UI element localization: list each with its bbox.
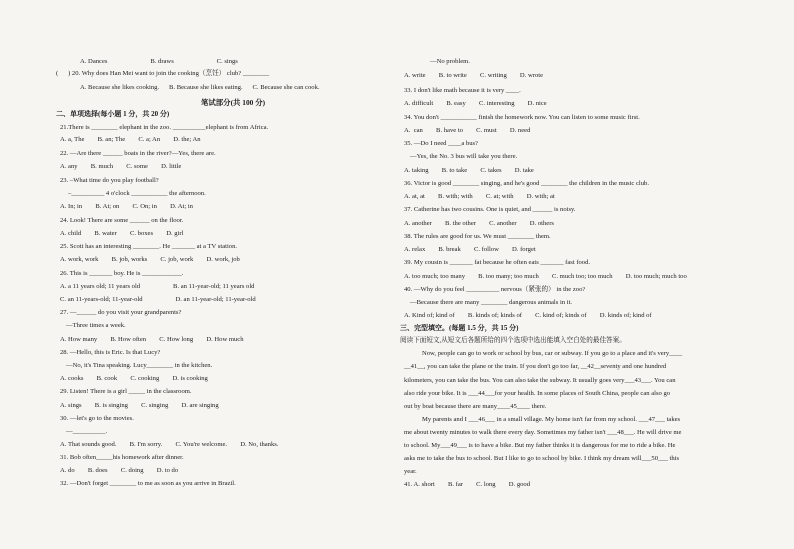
text-line: 29. Listen! There is a girl _____ in the classroom. <box>60 388 192 395</box>
text-line: A. a 11 years old; 11 years old B. an 11-year-old; 11 years old <box>60 283 255 290</box>
text-line: 30. —let's go to the movies. <box>60 415 134 422</box>
section-heading: 二、单项选择(每小题 1 分，共 20 分) <box>56 110 170 118</box>
text-line: 36. Victor is good ________ singing, and he's good ________ the children in the music club. <box>404 180 649 187</box>
text-line: 40. —Why do you feel __________ nervous（紧张的） in the zoo? <box>404 286 586 293</box>
text-line: 32. —Don't forget ________ to me as soon as you arrive in Brazil. <box>60 480 236 487</box>
text-line: 37. Catherine has two cousins. One is quiet, and ______ is noisy. <box>404 206 576 213</box>
text-line: 33. I don't like math because it is very ____. <box>404 87 521 94</box>
text-line: My parents and I ___46___ in a small village. My home isn't far from my school. ___47___ takes <box>422 416 681 423</box>
text-line: A. any B. much C. some D. little <box>60 163 182 170</box>
text-line: A. another B. the other C. another D. others <box>404 220 554 227</box>
text-line: A. Dances B. draws C. sings <box>80 58 238 65</box>
text-line: A. cooks B. cook C. cooking D. is cooking <box>60 375 208 382</box>
text-line: A. child B. water C. boxes D. girl <box>60 230 184 237</box>
text-line: 24. Look! There are some ______ on the floor. <box>60 217 184 224</box>
text-line: A. relax B. break C. follow D. forget <box>404 246 536 253</box>
text-line: A. How many B. How often C. How long D. How much <box>60 336 244 343</box>
text-line: —Three times a week. <box>66 322 126 329</box>
text-line: 38. The rules are good for us. We must ________ them. <box>404 233 551 240</box>
text-line: __41__, you can take the plane or the train. If you don't go too far, __42__seventy and one hundred <box>404 363 667 370</box>
text-line: 21.There is ________ elephant in the zoo. __________elephant is from Africa. <box>60 124 269 131</box>
text-line: Now, people can go to work or school by bus, car or subway. If you go to a place and it's very____ <box>422 350 683 357</box>
text-line: —Because there are many ________ dangerous animals in it. <box>410 299 573 306</box>
text-line: A. In; in B. At; on C. On; in D. At; in <box>60 203 193 210</box>
text-line: 34. You don't ___________ finish the homework now. You can listen to some music first. <box>404 114 640 121</box>
text-line: 28. —Hello, this is Eric. Is that Lucy? <box>60 349 161 356</box>
text-line: —Yes, the No. 3 bus will take you there. <box>410 153 518 160</box>
text-line: C. an 11-years-old; 11-year-old D. an 11-year-old; 11-year-old <box>60 296 256 303</box>
text-line: 23. –What time do you play football? <box>60 177 159 184</box>
text-line: A. at, at B. with; with C. at; with D. with; at <box>404 193 555 200</box>
text-line: A. too much; too many B. too many; too much C. much too; too much D. too much; much too <box>404 273 687 280</box>
text-line: —__________. <box>66 428 108 435</box>
text-line: to school. My___49___ is to have a bike. But my father thinks it is dangerous for me to ride a bike. He <box>404 442 676 449</box>
section-title: 笔试部分(共 100 分) <box>201 98 266 107</box>
text-line: A. sings B. is singing C. singing D. are singing <box>60 402 219 409</box>
text-line: 22. —Are there ______ boats in the river?—Yes, there are. <box>60 150 216 157</box>
text-line: year. <box>404 468 417 475</box>
text-line: –__________ 4 o'clock ___________ the afternoon. <box>68 190 206 197</box>
text-line: —No, it's Tina speaking. Lucy________ in the kitchen. <box>66 362 213 369</box>
text-line: A. That sounds good. B. I'm sorry. C. You're welcome. D. No, thanks. <box>60 441 279 448</box>
text-line: A. write B. to write C. writing D. wrote <box>404 72 544 79</box>
text-line: A. work, work B. job, works C. job, work D. work, job <box>60 256 240 263</box>
section-heading: 三、完型填空。(每题 1.5 分，共 15 分) <box>400 324 519 332</box>
text-line: 41. A. short B. far C. long D. good <box>404 481 531 488</box>
text-line: A. difficult B. easy C. interesting D. nice <box>404 100 547 107</box>
text-line: A. Because she likes cooking. B. Because she likes eating. C. Because she can cook. <box>80 84 320 91</box>
text-line: 39. My cousin is _______ fat because he often eats _______ fast food. <box>404 259 591 266</box>
text-line: out by boat because there are many____45____ there. <box>404 403 547 410</box>
text-line: also ride your bike. It is ___44___for your health. In some places of South China, people can also go <box>404 390 671 397</box>
text-line: 27. —______ do you visit your grandparents? <box>60 309 182 316</box>
text-line: 25. Scott has an interesting ________. He _______ at a TV station. <box>60 243 238 250</box>
text-line: 26. This is _______ boy. He is ____________. <box>60 270 184 277</box>
text-line: ( ) 20. Why does Han Mei want to join the cooking（烹饪） club? ________ <box>56 70 270 77</box>
text-line: asks me to take the bus to school. But I like to go to school by bike. I think my dream will___50___ this <box>404 455 680 462</box>
text-line: —No problem. <box>430 58 470 65</box>
text-line: A. can B. have to C. must D. need <box>404 127 531 134</box>
text-line: A. Kind of; kind of B. kinds of; kinds of C. kind of; kinds of D. kinds of; kind of <box>404 312 652 319</box>
text-line: 35. —Do I need ____a bus? <box>404 140 478 147</box>
text-line: A. a, The B. an; The C. a; An D. the; An <box>60 136 201 143</box>
text-line: 阅读下面短文,从短文后各题所给的四个选项中选出能填入空白处的最佳答案。 <box>400 337 626 344</box>
text-line: me about twenty minutes to walk there every day. Sometimes my father isn't ___48___. He will drive me <box>404 429 682 436</box>
text-line: 31. Bob often_____his homework after dinner. <box>60 454 184 461</box>
text-line: A. taking B. to take C. takes D. take <box>404 167 534 174</box>
text-line: kilometers, you can take the bus. You can also take the subway. It usually goes very___43___. You can <box>404 377 676 384</box>
text-line: A. do B. does C. doing D. to do <box>60 467 179 474</box>
